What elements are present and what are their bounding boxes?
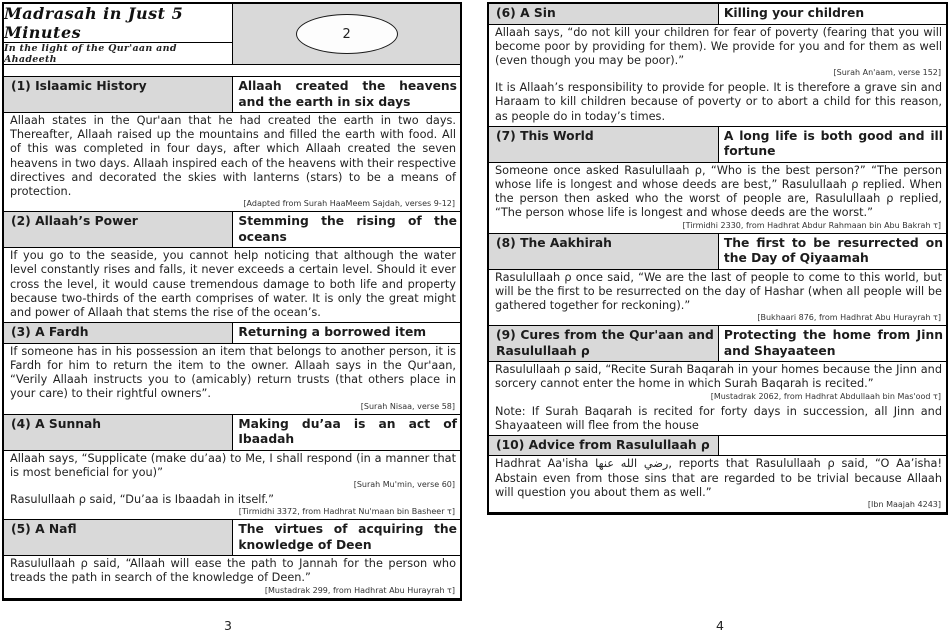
section-header-6	[489, 4, 946, 25]
section-header-4	[4, 415, 460, 451]
citation: [Surah Mu'min, verse 60]	[353, 479, 455, 489]
section-header-2	[4, 212, 460, 248]
section-label: (5) A Nafl	[4, 520, 233, 555]
paragraph: Allaah says, “Supplicate (make du’aa) to Me, I shall respond (in a manner that is most beneficial for you)”	[10, 451, 456, 479]
section-header-9	[489, 326, 946, 362]
citation: [Surah An'aam, verse 152]	[833, 68, 941, 78]
section-label: (3) A Fardh	[4, 323, 233, 343]
citation: [Bukhaari 876, from Hadhrat Abu Hurayrah τ]	[757, 313, 941, 323]
paragraph: Someone once asked Rasulullaah ρ, “Who is the best person?” “The person whose life is longest and whose deeds are best,” Rasulullaah ρ replied. When the person then asked who the worst of people are, Rasulullaah ρ replied, “The person whose life is longest and whose deeds are the worst.”	[495, 163, 942, 220]
section-body-2	[4, 248, 460, 323]
section-heading: Protecting the home from Jinn and Shayaateen	[719, 326, 946, 361]
publication-title: Madrasah in Just 5 Minutes	[4, 4, 184, 42]
citation: [Tirmidhi 2330, from Hadhrat Abdur Rahmaan bin Abu Bakrah τ]	[682, 220, 941, 230]
page-3	[2, 2, 462, 601]
section-header-8	[489, 234, 946, 270]
issue-number-oval	[296, 14, 398, 54]
citation: [Mustadrak 299, from Hadhrat Abu Hurayrah τ]	[264, 585, 455, 595]
section-body-10	[489, 456, 946, 513]
section-heading: Returning a borrowed item	[233, 323, 460, 343]
section-body-8	[489, 270, 946, 327]
paragraph: Rasulullaah ρ said, “Allaah will ease the path to Jannah for the person who treads the path in search of the knowledge of Deen.”	[10, 557, 456, 585]
publication-subtitle: In the light of the Qur'aan and Ahadeeth	[4, 43, 177, 65]
section-heading: Stemming the rising of the oceans	[233, 212, 460, 247]
section-body-6	[489, 25, 946, 127]
section-label: (8) The Aakhirah	[489, 234, 719, 269]
section-label: (4) A Sunnah	[4, 415, 233, 450]
section-header-3	[4, 323, 460, 344]
section-body-4	[4, 451, 460, 521]
paragraph: Allaah says, “do not kill your children for fear of poverty (fearing that you will become poor by providing for them). We provide for you and for them as well (even though you may be poor).”	[495, 25, 942, 67]
issue-number: 2	[342, 26, 351, 42]
paragraph: If someone has in his possession an item that belongs to another person, it is Fardh for him to return the item to the owner. Allaah says in the Qur'aan, “Verily Allaah instructs you to (amicably) return trusts (that others place in your care) to their rightful owners”.	[10, 344, 456, 401]
section-header-10	[489, 436, 946, 457]
citation: [Surah Nisaa, verse 58]	[360, 401, 455, 411]
spacer-row	[4, 65, 460, 77]
citation: [Ibn Maajah 4243]	[867, 500, 941, 510]
section-body-1	[4, 113, 460, 212]
issue-number-cell	[233, 4, 460, 64]
section-header-7	[489, 127, 946, 163]
section-header-1	[4, 77, 460, 113]
section-heading: Killing your children	[719, 4, 946, 24]
section-label: (10) Advice from Rasulullaah ρ	[489, 436, 719, 456]
section-body-9	[489, 362, 946, 436]
section-label: (1) Islaamic History	[4, 77, 233, 112]
paragraph: Hadhrat Aa'isha رضي الله عنها, reports that Rasulullaah ρ said, “O Aa’isha! Abstain even from those sins that are regarded to be trivial because Allaah will question you about them as well.”	[495, 457, 942, 499]
page-number-right: 4	[716, 618, 724, 633]
paragraph: Rasulullaah ρ once said, “We are the last of people to come to this world, but will be the first to be resurrected on the day of Hashar (when all people will be gathered together for reckoning).”	[495, 270, 942, 312]
paragraph: Note: If Surah Baqarah is recited for forty days in succession, all Jinn and Shayaateen will flee from the house	[495, 404, 942, 432]
paragraph: If you go to the seaside, you cannot help noticing that although the water level constantly rises and falls, it never exceeds a certain level. Should it ever cross the level, it would cause tremendous damage to both life and property because two-thirds of the earth comprises of water. It is only the great might and power of Allaah that stems the rise of the ocean’s.	[10, 249, 456, 320]
citation: [Tirmidhi 3372, from Hadhrat Nu'maan bin Basheer τ]	[238, 507, 455, 517]
section-heading: Making du’aa is an act of Ibaadah	[233, 415, 460, 450]
citation: [Mustadrak 2062, from Hadhrat Abdullaah bin Mas'ood τ]	[710, 391, 941, 401]
page-number-left: 3	[224, 618, 232, 633]
paragraph: Rasulullaah ρ said, “Du’aa is Ibaadah in itself.”	[10, 492, 275, 506]
masthead	[4, 4, 460, 65]
section-body-5	[4, 556, 460, 598]
page-4	[487, 2, 948, 515]
section-heading	[719, 436, 946, 456]
section-heading: Allaah created the heavens and the earth in six days	[233, 77, 460, 112]
masthead-title-block	[4, 4, 233, 64]
paragraph: Rasulullaah ρ said, “Recite Surah Baqarah in your homes because the Jinn and sorcery cannot enter the home in which Surah Baqarah is recited.”	[495, 363, 942, 391]
section-heading: A long life is both good and ill fortune	[719, 127, 946, 162]
section-body-3	[4, 344, 460, 415]
section-label: (6) A Sin	[489, 4, 719, 24]
paragraph: Allaah states in the Qur'aan that he had created the earth in two days. Thereafter, Allaah raised up the mountains and filled the earth with food. All of this was completed in four days, after which Allaah created the seven heavens in two days. Allaah inspired each of the heavens with their respective directives and decorated the skies with lanterns (stars) to be a means of protection.	[10, 114, 456, 199]
section-label: (9) Cures from the Qur'aan and Rasulullaah ρ	[489, 326, 719, 361]
section-label: (7) This World	[489, 127, 719, 162]
section-body-7	[489, 163, 946, 234]
section-header-5	[4, 520, 460, 556]
section-label: (2) Allaah’s Power	[4, 212, 233, 247]
paragraph: It is Allaah’s responsibility to provide for people. It is therefore a grave sin and Haraam to kill children because of poverty or to abort a child for this reason, as people do in today’s times.	[495, 81, 942, 123]
citation: [Adapted from Surah HaaMeem Sajdah, verses 9-12]	[243, 199, 455, 209]
section-heading: The first to be resurrected on the Day of Qiyaamah	[719, 234, 946, 269]
section-heading: The virtues of acquiring the knowledge of Deen	[233, 520, 460, 555]
